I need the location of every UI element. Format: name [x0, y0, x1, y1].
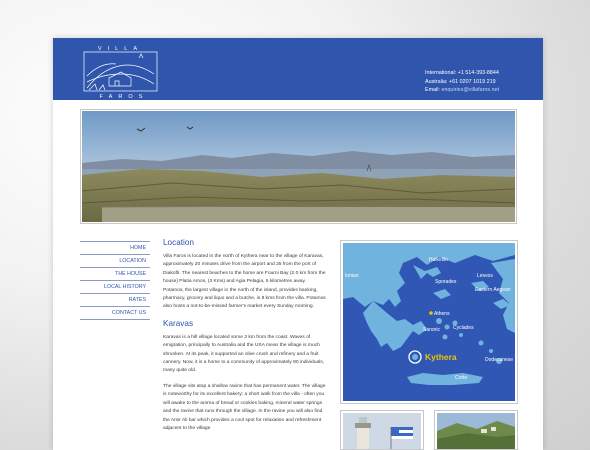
karavas-paragraph-1: Karavas is a hill village located some 3 km from the coast. Waves of emigration, principally to Australia and the USA mean the village is much shrunken. At its peak, it supported an olive crush and refinery and a fruit cannery. Now, it is a home to a community of approximately 80 individuals, many quite old.: [163, 334, 325, 374]
phone-international: International: +1 514-393-8844: [425, 70, 499, 76]
map-label-sporades: Sporades: [435, 279, 457, 285]
map-label-ionian: Ionian: [345, 273, 359, 279]
location-heading: Location: [163, 238, 194, 247]
karavas-heading: Karavas: [163, 318, 194, 328]
map-label-kythera: Kythera: [425, 352, 457, 362]
lighthouse-photo: [343, 413, 421, 449]
email-label: Email:: [425, 87, 440, 94]
site-header: [53, 38, 543, 100]
main-nav: [80, 241, 150, 320]
nav-the-house[interactable]: THE HOUSE: [80, 268, 150, 281]
logo-bottom-text: FAROS: [99, 94, 149, 99]
lighthouse-thumbnail[interactable]: [340, 410, 424, 450]
nav-location[interactable]: LOCATION: [80, 255, 150, 268]
map-label-cyclades: Cyclades: [453, 325, 474, 331]
logo-top-text: VILLA: [97, 46, 144, 52]
map-label-halkidiki: Halkidiki: [429, 257, 448, 263]
map-label-athens: Athens: [434, 311, 450, 317]
map-label-eastern-aegean: Eastern Aegean: [475, 287, 511, 293]
nav-local-history[interactable]: LOCAL HISTORY: [80, 281, 150, 294]
map-label-saronic: Saronic: [423, 327, 440, 333]
map-label-dodecanese: Dodecanese: [485, 357, 514, 363]
village-photo: [437, 413, 515, 449]
phone-australia: Australia: +61 0207 1019 219: [425, 78, 496, 85]
nav-rates[interactable]: RATES: [80, 294, 150, 307]
village-thumbnail[interactable]: [434, 410, 518, 450]
location-paragraph: Villa Faros is located in the north of Kythera near to the village of Karavas, approximately 20 minutes drive from the airport and 25 from the port of Diakofti. The nearest beaches to the home are Fourni Bay (2.0 km from the house) Platia Amos, (3 Kms) and Agia Pelagia, 5 kilometres away. Potamos, the largest village in the north of the island, provides banking, pharmacy, grocery and liquo and a butche, is 8 kms from the villa. Potamos also hosts a not-to-be-missed farmer's market every Sunday morning.: [163, 254, 326, 310]
contact-info: [425, 69, 540, 95]
greece-map: [340, 240, 518, 404]
email-link[interactable]: enquiries@villafaros.net: [441, 87, 500, 94]
greece-map-graphic: [343, 243, 515, 401]
page-container: [53, 38, 543, 450]
karavas-paragraph-2: The village sits atop a shallow ravine that has permanent water. The village is noteworthy for its excellent bakery; a short walk from the villa - often you will awake to the aroma of bread or cookies baking, mineral water springs and the ravine that runs through the village. In the ravine you will also find the Amir Ali bar which provides a cool spot for relaxation and refreshment adjacent to the village: [163, 383, 326, 431]
map-label-lesvos: Lesvos: [477, 273, 493, 279]
map-label-crete: Crete: [455, 375, 468, 381]
email-line: [425, 86, 540, 95]
main-content: [163, 238, 326, 440]
nav-home[interactable]: HOME: [80, 242, 150, 255]
hero-landscape-photo: [82, 111, 515, 222]
villa-faros-logo[interactable]: [81, 44, 161, 99]
nav-contact-us[interactable]: CONTACT US: [80, 307, 150, 320]
hero-image: [80, 109, 517, 224]
